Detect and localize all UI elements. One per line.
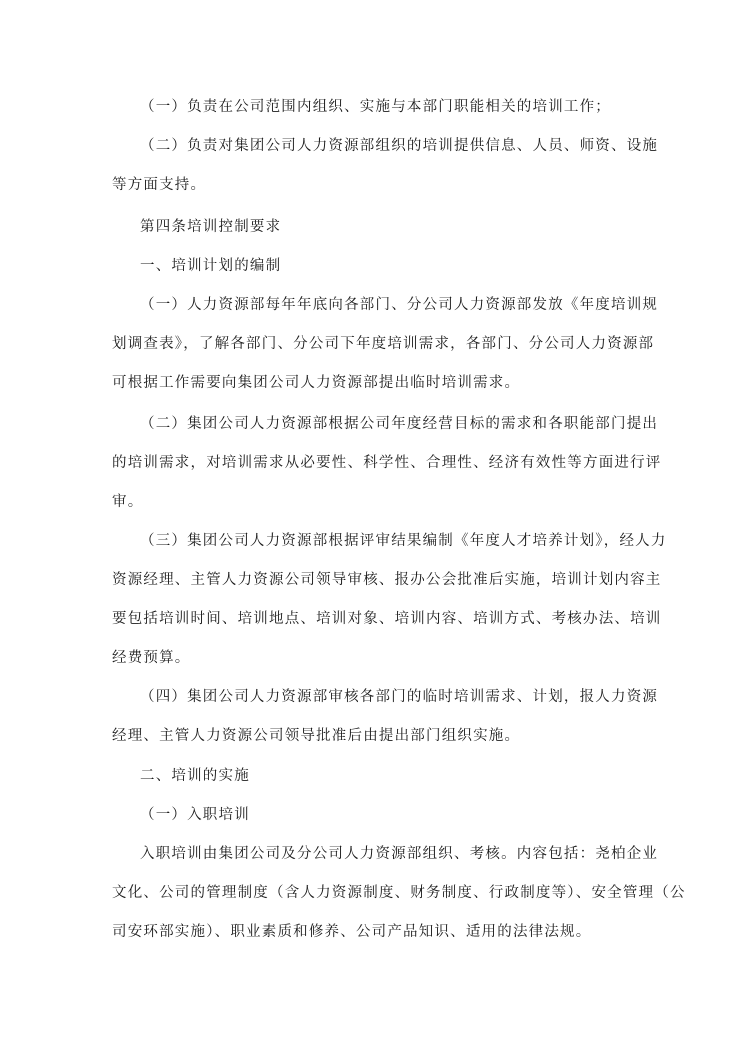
text-line: 入职培训由集团公司及分公司人力资源部组织、考核。内容包括：尧柏企业 [140,846,659,862]
text-line: 等方面支持。 [112,177,207,193]
text-line: 要包括培训时间、培训地点、培训对象、培训内容、培训方式、考核办法、培训 [112,611,662,627]
section-1-heading [112,247,636,286]
text-line: （一）负责在公司范围内组织、实施与本部门职能相关的培训工作； [140,99,611,115]
text-line: 划调查表》，了解各部门、分公司下年度培训需求，各部门、分公司人力资源部 [112,336,655,352]
text-line: 文化、公司的管理制度（含人力资源制度、财务制度、行政制度等）、安全管理（公 [112,885,686,901]
paragraph-plan-4 [112,678,659,756]
paragraph-plan-3 [112,522,667,678]
text-line: （一）人力资源部每年年底向各部门、分公司人力资源部发放《年度培训规 [140,297,659,313]
text-line: 经费预算。 [112,650,191,666]
text-line: （一）入职培训 [140,807,250,823]
text-line: 第四条培训控制要求 [140,219,282,235]
text-line: 经理、主管人力资源公司领导批准后由提出部门组织实施。 [112,728,521,744]
paragraph-duty-2 [112,127,659,205]
paragraph-plan-2 [112,405,662,522]
paragraph-duty-1 [112,88,636,127]
text-line: （二）负责对集团公司人力资源部组织的培训提供信息、人员、师资、设施 [140,138,659,154]
article-4-heading [112,208,636,247]
text-line: 一、培训计划的编制 [140,258,282,274]
subsection-onboarding-heading [112,796,636,835]
text-line: （二）集团公司人力资源部根据公司年度经营目标的需求和各职能部门提出 [140,416,659,432]
text-line: 二、培训的实施 [140,768,250,784]
paragraph-plan-1 [112,286,659,403]
paragraph-onboarding [112,835,686,952]
text-line: 可根据工作需要向集团公司人力资源部提出临时培训需求。 [112,375,521,391]
section-2-heading [112,757,636,796]
text-line: （四）集团公司人力资源部审核各部门的临时培训需求、计划，报人力资源 [140,689,659,705]
text-line: 审。 [112,494,144,510]
text-line: 的培训需求，对培训需求从必要性、科学性、合理性、经济有效性等方面进行评 [112,455,662,471]
text-line: 司安环部实施）、职业素质和修养、公司产品知识、适用的法律法规。 [112,924,592,940]
text-line: 资源经理、主管人力资源公司领导审核、报办公会批准后实施，培训计划内容主 [112,572,662,588]
text-line: （三）集团公司人力资源部根据评审结果编制《年度人才培养计划》，经人力 [140,533,667,549]
